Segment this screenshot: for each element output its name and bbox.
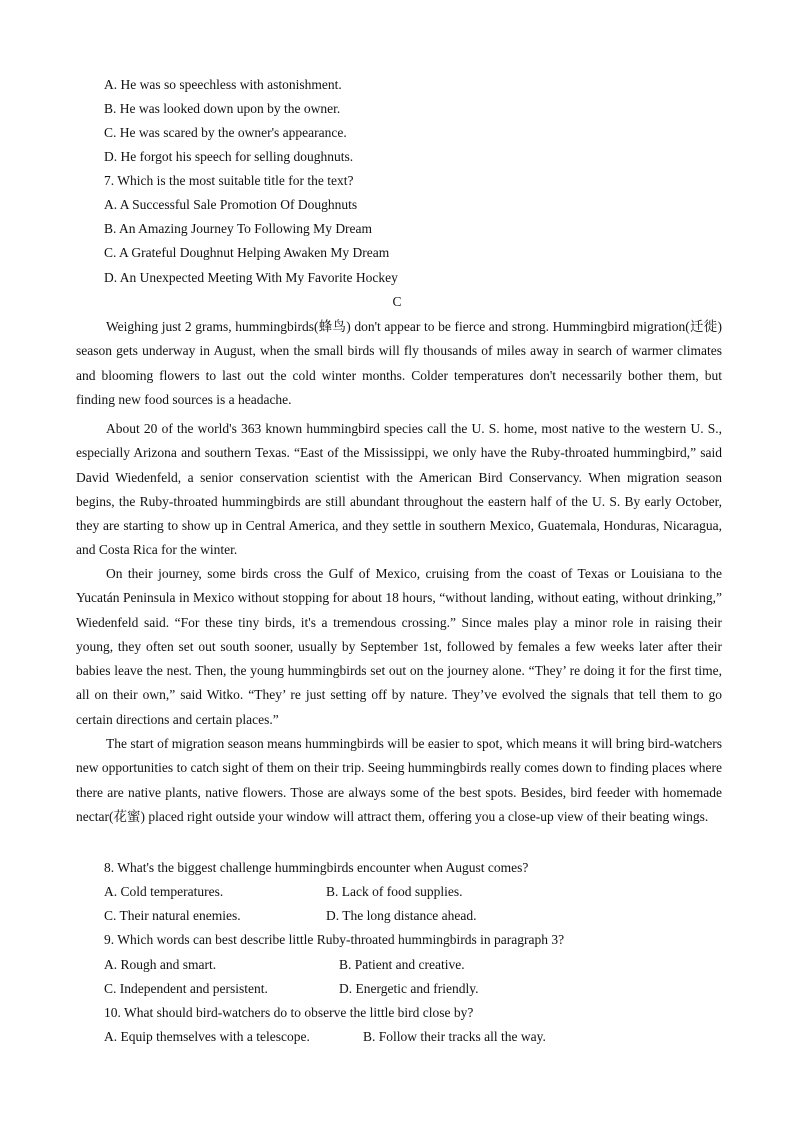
q9-option-b: B. Patient and creative. xyxy=(339,957,465,972)
q7-option-d: D. An Unexpected Meeting With My Favorite Hockey xyxy=(104,270,398,285)
q7-option-b: B. An Amazing Journey To Following My Dream xyxy=(104,221,373,236)
passage-paragraph-3: On their journey, some birds cross the Gulf of Mexico, cruising from the coast of Texas or Louisiana to the Yucatán Peninsula in Mexico without stopping for about 18 hours, “without landing, without eating, without drinking,” Wiedenfeld said. “For these tiny birds, it's a tremendous crossing.” Since males play a minor role in raising their young, they often set out south sooner, usually by September 1st, followed by females a few weeks later after their babies leave the nest. Then, the young hummingbirds set out on the journey alone. “They’ re doing it for the first time, all on their own,” said Witko. “They’ re just setting off by nature. They’ve evolved the signals that tell them to go certain directions and certain places.” xyxy=(76,566,722,727)
q6-option-b: B. He was looked down upon by the owner. xyxy=(104,101,341,116)
q8-question: 8. What's the biggest challenge hummingbirds encounter when August comes? xyxy=(104,860,529,875)
passage-paragraph-4: The start of migration season means hummingbirds will be easier to spot, which means it will bring bird-watchers new opportunities to catch sight of them on their trip. Seeing hummingbirds really comes down to finding places where there are native plants, native flowers. Those are always some of the best spots. Besides, bird feeder with homemade nectar(花蜜) placed right outside your window will attract them, offering you a close-up view of their beating wings. xyxy=(76,736,722,824)
passage-paragraph-1: Weighing just 2 grams, hummingbirds(蜂鸟) don't appear to be fierce and strong. Hummingbird migration(迁徙) season gets underway in August, when the small birds will fly thousands of miles away in search of warmer climates and blooming flowers to last out the cold winter months. Colder temperatures don't necessarily bother them, but finding new food sources is a headache. xyxy=(76,319,722,407)
q9-option-a: A. Rough and smart. xyxy=(104,957,217,972)
q7-option-c: C. A Grateful Doughnut Helping Awaken My Dream xyxy=(104,245,390,260)
q8-option-b: B. Lack of food supplies. xyxy=(326,884,463,899)
q8-option-c: C. Their natural enemies. xyxy=(104,908,241,923)
passage-paragraph-2: About 20 of the world's 363 known hummingbird species call the U. S. home, most native to the western U. S., especially Arizona and southern Texas. “East of the Mississippi, we only have the Ruby-throated hummingbird,” said David Wiedenfeld, a senior conservation scientist with the American Bird Conservancy. When migration season begins, the Ruby-throated hummingbirds are still abundant throughout the eastern half of the U. S. By early October, they are starting to show up in Central America, and they settle in southern Mexico, Guatemala, Honduras, Nicaragua, and Costa Rica for the winter. xyxy=(76,421,722,558)
q6-option-a: A. He was so speechless with astonishment. xyxy=(104,77,342,92)
q10-option-a: A. Equip themselves with a telescope. xyxy=(104,1029,310,1044)
q8-option-d: D. The long distance ahead. xyxy=(326,908,477,923)
q9-question: 9. Which words can best describe little Ruby-throated hummingbirds in paragraph 3? xyxy=(104,932,565,947)
q9-option-c: C. Independent and persistent. xyxy=(104,981,268,996)
q6-option-d: D. He forgot his speech for selling doughnuts. xyxy=(104,149,354,164)
section-heading: C xyxy=(392,294,402,309)
q8-option-a: A. Cold temperatures. xyxy=(104,884,224,899)
q7-question: 7. Which is the most suitable title for the text? xyxy=(104,173,354,188)
q6-option-c: C. He was scared by the owner's appearance. xyxy=(104,125,347,140)
q10-question: 10. What should bird-watchers do to observe the little bird close by? xyxy=(104,1005,474,1020)
q7-option-a: A. A Successful Sale Promotion Of Doughnuts xyxy=(104,197,358,212)
q10-option-b: B. Follow their tracks all the way. xyxy=(363,1029,546,1044)
q9-option-d: D. Energetic and friendly. xyxy=(339,981,479,996)
